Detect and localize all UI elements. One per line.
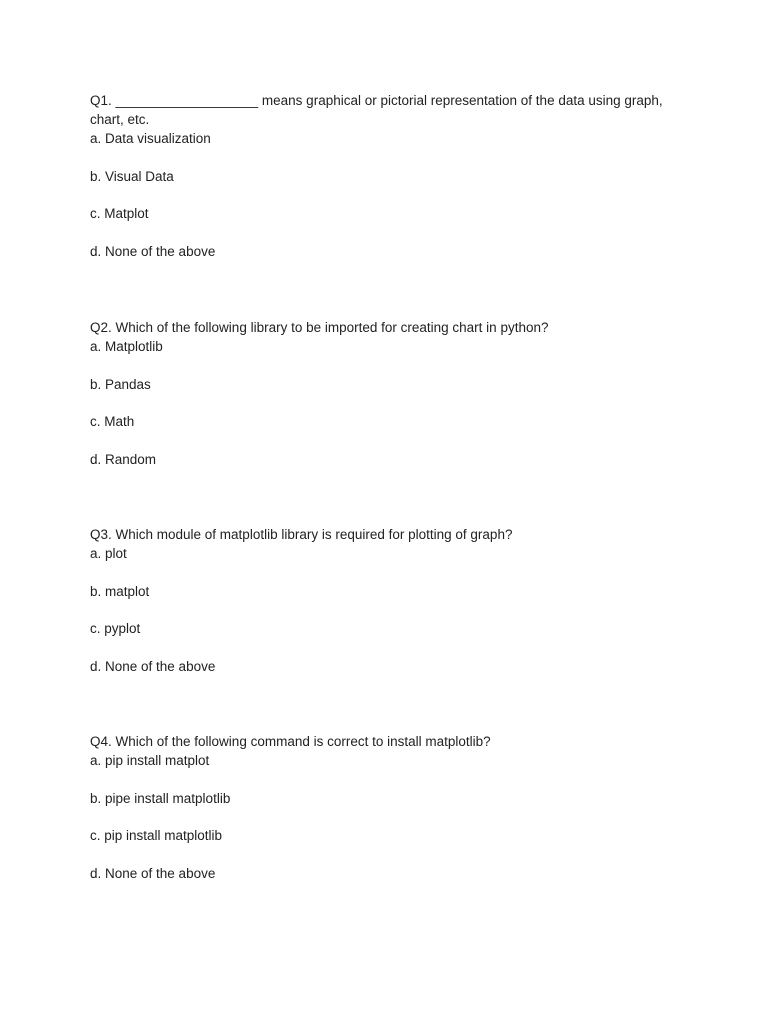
question-2-text: Q2. Which of the following library to be imported for creating chart in python? [90, 320, 549, 335]
question-2-option-b: b. Pandas [90, 376, 151, 392]
question-2-option-c: c. Math [90, 414, 135, 429]
question-1-option-a: a. Data visualization [90, 131, 211, 146]
question-3-option-b: b. matplot [90, 583, 150, 599]
question-4-option-c: c. pip install matplotlib [90, 828, 223, 843]
question-1-option-b: b. Visual Data [90, 168, 174, 184]
question-1-text: Q1. ___________________ means graphical or pictorial representation of the data using graph, chart, etc. [90, 93, 663, 127]
question-1-option-c: c. Matplot [90, 206, 149, 221]
question-2-option-a: a. Matplotlib [90, 339, 163, 354]
question-1-option-d: d. None of the above [90, 243, 216, 259]
question-3-text: Q3. Which module of matplotlib library is required for plotting of graph? [90, 527, 513, 542]
question-4 [90, 732, 491, 883]
question-4-text: Q4. Which of the following command is correct to install matplotlib? [90, 734, 491, 749]
question-3 [90, 525, 512, 676]
question-1 [90, 91, 680, 261]
question-3-option-c: c. pyplot [90, 621, 141, 636]
question-4-option-b: b. pipe install matplotlib [90, 790, 231, 806]
question-3-option-d: d. None of the above [90, 658, 216, 674]
question-2 [90, 318, 548, 469]
question-4-option-a: a. pip install matplot [90, 753, 210, 768]
question-4-option-d: d. None of the above [90, 865, 216, 881]
question-2-option-d: d. Random [90, 451, 157, 467]
question-3-option-a: a. plot [90, 546, 127, 561]
